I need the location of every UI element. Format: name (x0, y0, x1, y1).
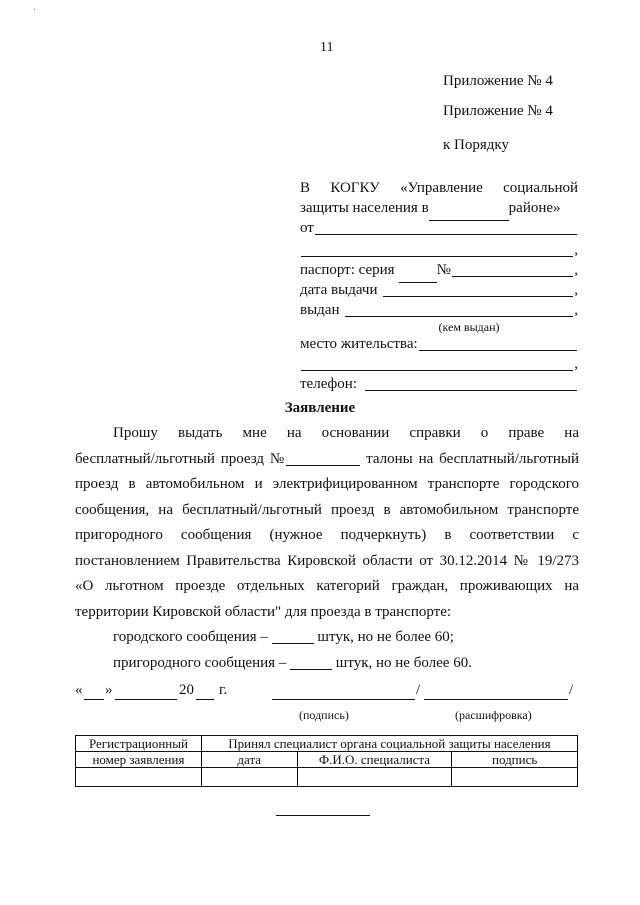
col-signature-header: подпись (452, 752, 578, 768)
phone-row (300, 374, 578, 394)
reg-header-cell: Регистрационный (76, 736, 202, 752)
residence-comma: , (574, 356, 578, 372)
address-word-1: В (300, 180, 311, 196)
date-cell[interactable] (201, 768, 297, 787)
decoding-field[interactable] (424, 685, 568, 700)
phone-label: телефон: (300, 376, 357, 392)
residence-field-2[interactable] (301, 356, 573, 371)
date-open-quote: « (75, 682, 83, 698)
year-prefix: 20 (179, 682, 194, 698)
residence-row (300, 334, 578, 354)
passport-comma: , (574, 262, 578, 278)
col-date-header: дата (201, 752, 297, 768)
year-field[interactable] (196, 685, 214, 700)
table-row (76, 768, 578, 787)
footer-rule (276, 815, 370, 816)
year-suffix: г. (219, 682, 228, 698)
item-city-prefix: городского сообщения – (113, 629, 268, 645)
body-line-1: Прошу выдать мне на основании справки о праве на (113, 425, 579, 441)
month-field[interactable] (115, 685, 177, 700)
from-comma: , (574, 242, 578, 258)
from-row (300, 218, 578, 238)
passport-number-field[interactable] (452, 262, 573, 277)
signature-field[interactable] (272, 685, 415, 700)
body-line-5: пригородного сообщения (нужное подчеркнуть) в соответствии с (75, 527, 579, 543)
from-label: от (300, 220, 314, 236)
address-word-3: «Управление (400, 180, 483, 196)
appendix-line-2: Приложение № 4 (443, 103, 553, 119)
district-suffix: районе» (508, 200, 561, 216)
col-name-header: Ф.И.О. специалиста (297, 752, 452, 768)
issue-date-label: дата выдачи (300, 282, 378, 298)
from-row-2 (300, 240, 578, 260)
decoding-slash: / (569, 682, 574, 698)
issue-date-comma: , (574, 282, 578, 298)
page-number: 11 (320, 40, 334, 55)
reg-header-cell-2: номер заявления (76, 752, 202, 768)
decoding-note: (расшифровка) (455, 708, 532, 722)
issued-by-field[interactable] (345, 302, 573, 317)
statement-body (75, 421, 579, 676)
from-field[interactable] (315, 220, 577, 235)
issue-date-row (300, 280, 578, 300)
certificate-number-field[interactable] (286, 451, 360, 466)
body-line-2-suffix: талоны на бесплатный/льготный (366, 450, 579, 467)
suburb-count-field[interactable] (290, 655, 332, 670)
district-prefix: защиты населения в (300, 200, 429, 216)
phone-field[interactable] (365, 376, 577, 391)
accepted-header-cell: Принял специалист органа социальной защиты населения (201, 736, 577, 752)
issue-date-field[interactable] (383, 282, 573, 297)
name-cell[interactable] (297, 768, 452, 787)
residence-label: место жительства: (300, 336, 418, 352)
item-suburb-prefix: пригородного сообщения – (113, 654, 287, 671)
signature-slash: / (416, 682, 421, 698)
body-line-6: постановлением Правительства Кировской области от 30.12.2014 № 19/273 (75, 552, 579, 569)
address-to-line-1 (300, 178, 578, 198)
address-word-2: КОГКУ (330, 180, 380, 196)
reg-number-cell[interactable] (76, 768, 202, 787)
issued-by-comma: , (574, 302, 578, 318)
signature-note: (подпись) (299, 708, 349, 722)
body-line-3: проезд в автомобильном и электрифицированном транспорте городского (75, 476, 579, 492)
address-word-4: социальной (503, 180, 578, 196)
body-line-2-prefix: бесплатный/льготный проезд № (75, 450, 287, 467)
signature-row (75, 682, 579, 722)
corner-mark: · (33, 5, 37, 16)
body-line-8: территории Кировской области" для проезда в транспорте: (75, 603, 452, 620)
address-to-line-2 (300, 198, 578, 218)
passport-series-field[interactable] (399, 268, 437, 283)
item-suburb (75, 651, 579, 677)
district-field[interactable] (429, 206, 509, 221)
table-header-row (76, 736, 578, 752)
body-line-7: «О льготном проезде отдельных категорий граждан, проживающих на (75, 578, 579, 594)
registration-table (75, 735, 578, 787)
passport-number-label: № (436, 262, 451, 278)
signature-cell[interactable] (452, 768, 578, 787)
appendix-line-1: Приложение № 4 (443, 73, 553, 89)
residence-field[interactable] (419, 336, 577, 351)
item-city (75, 625, 579, 651)
body-line-4: сообщения, на бесплатный/льготный проезд в автомобильном транспорте (75, 501, 579, 518)
statement-title: Заявление (284, 400, 356, 416)
from-field-2[interactable] (301, 242, 573, 257)
residence-row-2 (300, 354, 578, 374)
table-subheader-row (76, 752, 578, 768)
item-suburb-suffix: штук, но не более 60. (335, 654, 472, 671)
body-line-2 (75, 447, 579, 473)
passport-label: паспорт: серия (300, 262, 395, 278)
passport-row (300, 260, 578, 280)
city-count-field[interactable] (272, 629, 314, 644)
date-close-quote: » (105, 682, 113, 698)
issued-by-note: (кем выдан) (438, 320, 500, 334)
issued-by-row (300, 300, 578, 320)
day-field[interactable] (84, 685, 104, 700)
appendix-order: к Порядку (443, 137, 509, 153)
address-block (300, 178, 578, 394)
issued-by-label: выдан (300, 302, 340, 318)
item-city-suffix: штук, но не более 60; (317, 629, 454, 645)
